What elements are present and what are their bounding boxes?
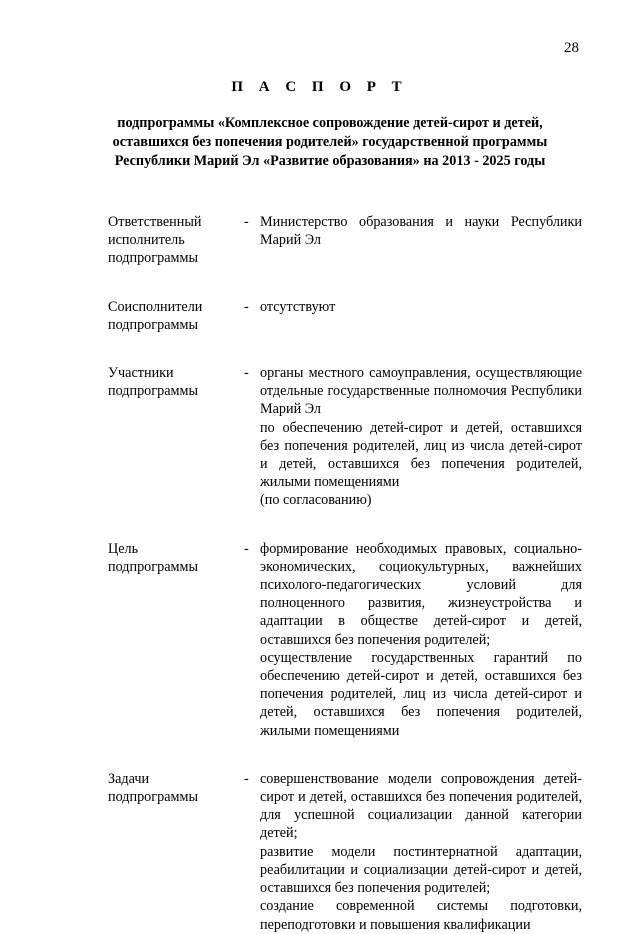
- row-paragraph: создание современной системы подготовки, переподготовки и повышения квалификации: [260, 898, 582, 933]
- row-tasks: [108, 770, 582, 934]
- row-paragraph: (по согласованию): [260, 492, 372, 509]
- row-dash: -: [244, 770, 249, 787]
- row-participants: [108, 364, 582, 510]
- row-value: [260, 540, 582, 740]
- row-label: Соисполнители подпрограммы: [108, 298, 203, 333]
- row-co-executors: [108, 298, 582, 334]
- row-paragraph: формирование необходимых правовых, социально-экономических, социокультурных, важнейших психолого-педагогических условий для полноценного развития, жизнеустройства и адаптации в обществе детей-сирот и детей, оставшихся без попечения родителей;: [260, 540, 582, 648]
- row-label: Цель подпрограммы: [108, 540, 198, 575]
- row-paragraph: отсутствуют: [260, 298, 336, 315]
- document-subtitle: [80, 114, 580, 171]
- row-dash: -: [244, 298, 249, 315]
- row-dash: -: [244, 365, 249, 382]
- row-responsible-executor: [108, 213, 582, 268]
- row-paragraph: совершенствование модели сопровождения детей-сирот и детей, оставшихся без попечения родителей, для успешной социализации данной категории детей;: [260, 770, 582, 842]
- row-paragraph: Министерство образования и науки Республики Марий Эл: [260, 214, 582, 249]
- row-goal: [108, 540, 582, 740]
- row-label: Ответственный исполнитель подпрограммы: [108, 214, 202, 267]
- row-paragraph: развитие модели постинтернатной адаптации, реабилитации и социализации детей-сирот и детей, оставшихся без попечения родителей;: [260, 843, 582, 897]
- row-value: [260, 213, 582, 249]
- subtitle-line: подпрограммы «Комплексное сопровождение детей-сирот и детей,: [117, 115, 543, 131]
- document-title: П А С П О Р Т: [231, 79, 408, 95]
- row-value: [260, 298, 582, 316]
- row-label: Участники подпрограммы: [108, 365, 198, 400]
- subtitle-line: Республики Марий Эл «Развитие образования» на 2013 - 2025 годы: [114, 153, 546, 169]
- row-dash: -: [244, 214, 249, 230]
- row-value: [260, 770, 582, 934]
- page-number: 28: [564, 40, 579, 56]
- row-paragraph: по обеспечению детей-сирот и детей, оставшихся без попечения родителей, лиц из числа детей-сирот и детей, оставшихся без попечения родителей, жилыми помещениями: [260, 419, 582, 491]
- row-label: Задачи подпрограммы: [108, 770, 198, 806]
- passport-table: [108, 213, 582, 934]
- row-paragraph: органы местного самоуправления, осуществляющие отдельные государственные полномочия Республики Марий Эл: [260, 365, 582, 418]
- row-dash: -: [244, 540, 249, 557]
- row-value: [260, 364, 582, 510]
- subtitle-line: оставшихся без попечения родителей» государственной программы: [112, 134, 548, 150]
- row-paragraph: осуществление государственных гарантий по обеспечению детей-сирот и детей, оставшихся без попечения родителей, лиц из числа детей-сирот и детей, оставшихся без попечения родителей, жилыми помещениями: [260, 649, 582, 739]
